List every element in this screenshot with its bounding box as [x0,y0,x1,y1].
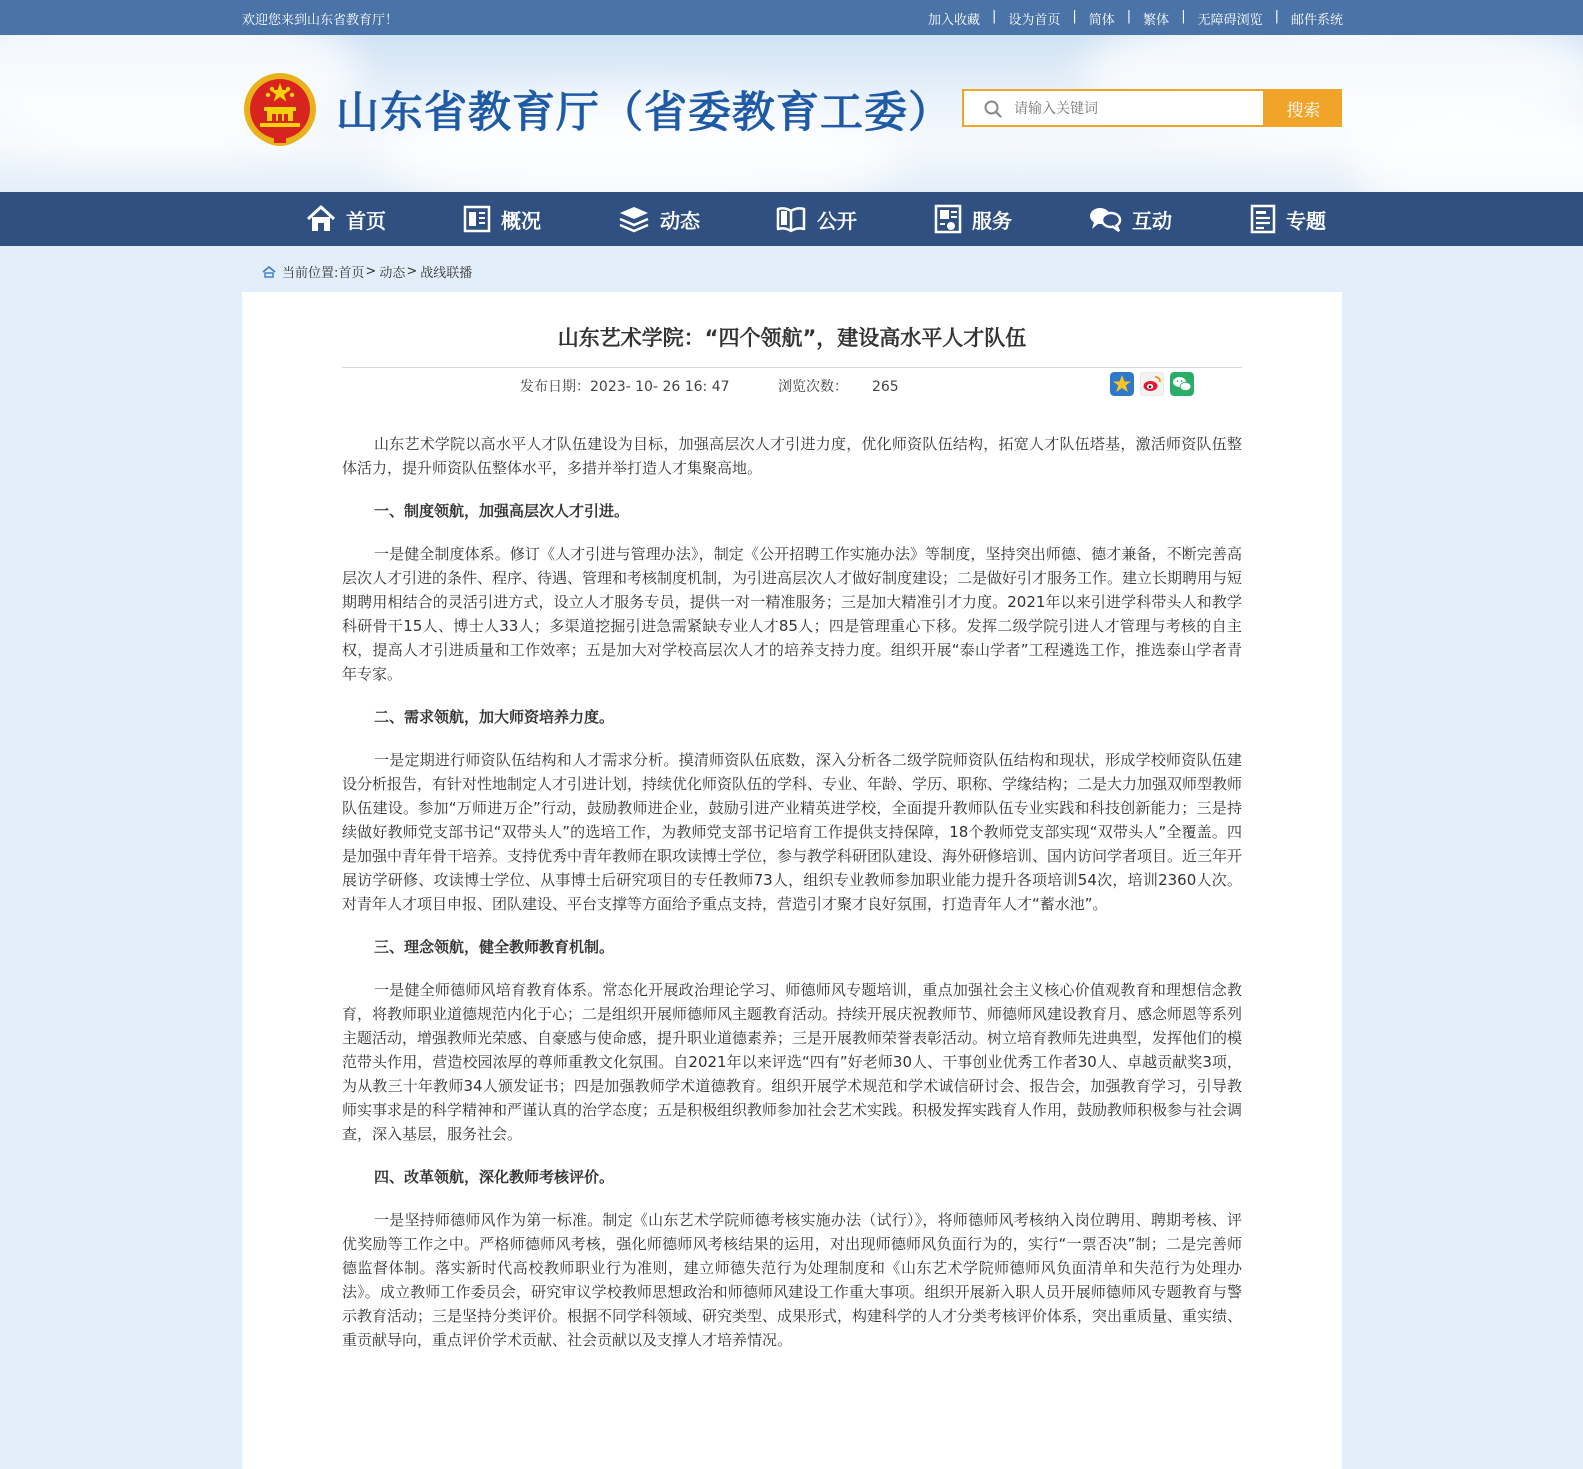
nav-item-overview[interactable] [463,192,541,246]
section-heading: 一、制度领航，加强高层次人才引进。 [374,502,630,520]
qzone-share-icon[interactable] [1110,372,1134,396]
search-box [962,89,1265,127]
nav-item-interaction[interactable] [1088,192,1172,246]
link-accessibility[interactable]: 无障碍浏览 [1197,13,1263,28]
link-simplified[interactable]: 简体 [1088,13,1115,28]
nav-label: 公开 [817,208,857,233]
nav-item-public[interactable] [775,192,857,246]
section-heading: 三、理念领航，健全教师教育机制。 [374,938,615,956]
weibo-share-icon[interactable] [1140,372,1164,396]
overview-icon [463,205,491,233]
home-small-icon [262,266,276,278]
nav-label: 首页 [346,208,386,233]
share-buttons [1110,372,1194,396]
breadcrumb: 当前位置: 首页 > 动态 > 战线联播 [262,262,472,281]
section-heading: 四、改革领航，深化教师考核评价。 [374,1168,615,1186]
document-icon [1250,204,1276,234]
search-input[interactable] [1012,97,1256,121]
book-icon [775,205,807,233]
main-nav [0,192,1583,246]
nav-item-service[interactable] [934,192,1012,246]
section-heading: 二、需求领航，加大师资培养力度。 [374,708,615,726]
paragraph: 一是健全制度体系。修订《人才引进与管理办法》，制定《公开招聘工作实施办法》等制度，坚持突出师德、德才兼备，不断完善高层次人才引进的条件、程序、待遇、管理和考核制度机制，为引进高层次人才做好制度建设；二是做好引才服务工作。建立长期聘用与短期聘用相结合的灵活引进方式，设立人才服务专员，提供一对一精准服务；三是加大精准引才力度。2021年以来引进学科带头人和教学科研骨干15人、博士人33人；多渠道挖掘引进急需紧缺专业人才85人；四是管理重心下移。发挥二级学院引进人才管理与考核的自主权，提高人才引进质量和工作效率；五是加大对学校高层次人才的培养支持力度。组织开展“泰山学者”工程遴选工作，推选泰山学者青年专家。 [342,545,1243,683]
nav-label: 专题 [1286,208,1326,233]
paragraph: 一是定期进行师资队伍结构和人才需求分析。摸清师资队伍底数，深入分析各二级学院师资队伍结构和现状，形成学校师资队伍建设分析报告，有针对性地制定人才引进计划，持续优化师资队伍的学科、专业、年龄、学历、职称、学缘结构；二是大力加强双师型教师队伍建设。参加“万师进万企”行动，鼓励教师进企业，鼓励引进产业精英进学校，全面提升教师队伍专业实践和科技创新能力；三是持续做好教师党支部书记“双带头人”的选培工作，为教师党支部书记培育工作提供支持保障，18个教师党支部实现“双带头人”全覆盖。四是加强中青年骨干培养。支持优秀中青年教师在职攻读博士学位，参与教学科研团队建设、海外研修培训、国内访问学者项目。近三年开展访学研修、攻读博士学位、从事博士后研究项目的专任教师73人，组织专业教师参加职业能力提升各项培训54次，培训2360人次。对青年人才项目申报、团队建设、平台支撑等方面给予重点支持，营造引才聚才良好氛围，打造青年人才“蓄水池”。 [342,751,1243,913]
nav-label: 互动 [1132,208,1172,233]
article-meta [520,376,899,396]
search-icon [984,100,1002,118]
nav-item-topics[interactable] [1250,192,1326,246]
publish-date: 2023- 10- 26 16: 47 [590,379,730,395]
nav-label: 服务 [972,208,1012,233]
top-bar [0,0,1583,35]
site-header [0,35,1583,192]
top-links: 加入收藏 | 设为首页 | 简体 | 繁体 | 无障碍浏览 | 邮件系统 [927,9,1343,28]
date-label: 发布日期： [520,379,590,395]
chat-icon [1088,205,1122,233]
site-title: 山东省教育厅（省委教育工委） [336,88,952,138]
article-body [342,432,1242,1371]
national-emblem-icon [242,71,318,151]
paragraph: 一是健全师德师风培育教育体系。常态化开展政治理论学习、师德师风专题培训，重点加强社会主义核心价值观教育和理想信念教育，将教师职业道德规范内化于心；二是组织开展师德师风主题教育活动。持续开展庆祝教师节、师德师风建设教育月、感念师恩等系列主题活动，增强教师光荣感、自豪感与使命感，提升职业道德素养；三是开展教师荣誉表彰活动。树立培育教师先进典型，发挥他们的模范带头作用，营造校园浓厚的尊师重教文化氛围。自2021年以来评选“四有”好老师30人、干事创业优秀工作者30人、卓越贡献奖3项，为从教三十年教师34人颁发证书；四是加强教师学术道德教育。组织开展学术规范和学术诚信研讨会、报告会，加强教育学习，引导教师实事求是的科学精神和严谨认真的治学态度；五是积极组织教师参加社会艺术实践。积极发挥实践育人作用，鼓励教师积极参与社会调查，深入基层，服务社会。 [342,981,1243,1143]
link-set-homepage[interactable]: 设为首页 [1008,13,1061,28]
article-title: 山东艺术学院：“四个领航”，建设高水平人才队伍 [557,326,1027,350]
paragraph: 山东艺术学院以高水平人才队伍建设为目标，加强高层次人才引进力度，优化师资队伍结构，拓宽人才队伍塔基，激活师资队伍整体活力，提升师资队伍整体水平，多措并举打造人才集聚高地。 [342,435,1242,477]
nav-item-home[interactable] [306,192,386,246]
breadcrumb-news[interactable]: 动态 [379,266,406,281]
paragraph: 一是坚持师德师风作为第一标准。制定《山东艺术学院师德考核实施办法（试行）》，将师德师风考核纳入岗位聘用、聘期考核、评优奖励等工作之中。严格师德师风考核，强化师德师风考核结果的运用，对出现师德师风负面行为的，实行“一票否决”制；二是完善师德监督体制。落实新时代高校教师职业行为准则，建立师德失范行为处理制度和《山东艺术学院师德师风负面清单和失范行为处理办法》。成立教师工作委员会，研究审议学校教师思想政治和师德师风建设工作重大事项。组织开展新入职人员开展师德师风专题教育与警示教育活动；三是坚持分类评价。根据不同学科领域、研究类型、成果形式，构建科学的人才分类考核评价体系，突出重质量、重实绩、重贡献导向，重点评价学术贡献、社会贡献以及支撑人才培养情况。 [342,1211,1243,1349]
service-icon [934,204,962,234]
link-mail-system[interactable]: 邮件系统 [1290,13,1343,28]
layers-icon [618,205,650,233]
breadcrumb-home[interactable]: 首页 [338,266,365,281]
views-label: 浏览次数： [777,379,848,395]
nav-item-news[interactable] [618,192,700,246]
link-traditional[interactable]: 繁体 [1143,13,1170,28]
search-button[interactable]: 搜索 [1265,89,1342,127]
title-divider [342,367,1242,368]
view-count: 265 [871,379,899,395]
home-icon [306,205,336,233]
link-add-favorite[interactable]: 加入收藏 [927,13,980,28]
nav-label: 动态 [660,208,700,233]
welcome-text: 欢迎您来到山东省教育厅！ [242,13,399,28]
nav-label: 概况 [501,208,541,233]
breadcrumb-prefix: 当前位置: [282,266,339,281]
breadcrumb-current[interactable]: 战线联播 [420,266,473,281]
wechat-share-icon[interactable] [1170,372,1194,396]
article-container [242,292,1342,1469]
